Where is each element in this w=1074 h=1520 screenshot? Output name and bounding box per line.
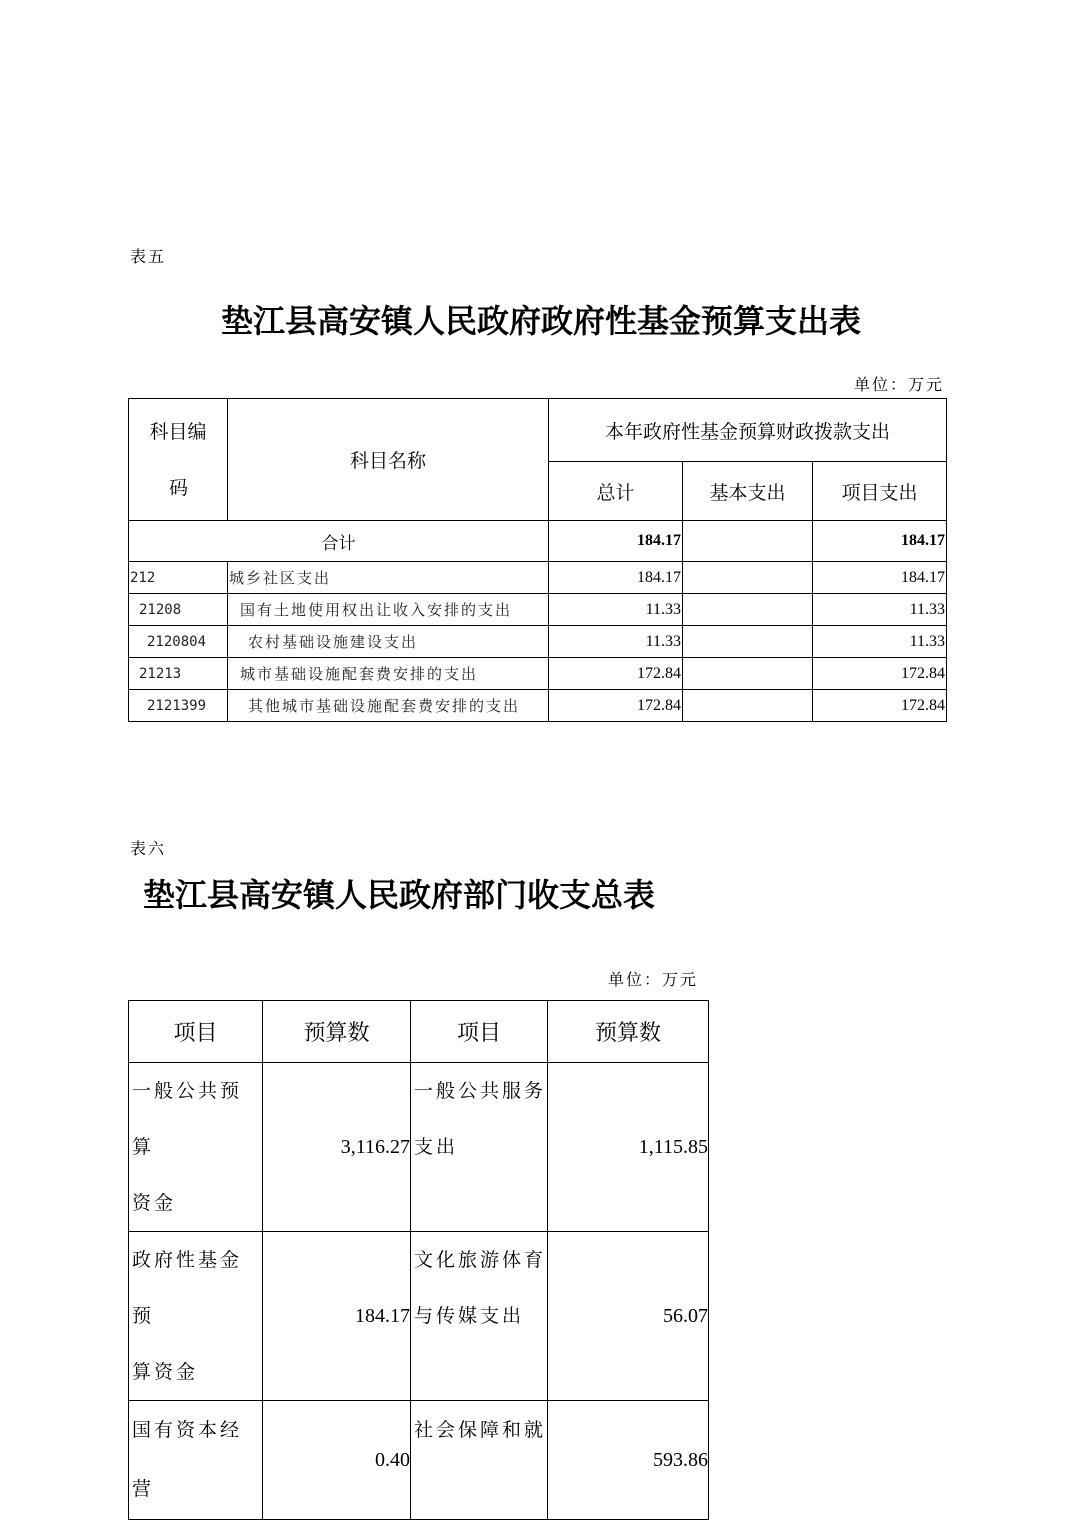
row-item1-line2: 资金 [132,1192,177,1214]
table6-label: 表六 [130,839,167,858]
row-code: 21208 [129,594,228,626]
header-budget2: 预算数 [548,1001,709,1063]
table-row [129,658,947,690]
table-row [129,690,947,722]
total-basic [683,521,813,562]
row-code: 2121399 [129,690,228,722]
row-total: 184.17 [549,562,683,594]
row-item2-line1: 一般公共服务 [414,1080,547,1102]
row-budget1: 0.40 [263,1401,411,1520]
header-budget1: 预算数 [263,1001,411,1063]
row-code: 212 [129,562,228,594]
row-name: 农村基础设施建设支出 [228,626,549,658]
table5 [128,398,947,722]
row-budget2: 1,115.85 [548,1063,709,1232]
row-item1-line1: 国有资本经营 [132,1419,243,1500]
table5-title: 垫江县高安镇人民政府政府性基金预算支出表 [220,302,861,340]
table6-title: 垫江县高安镇人民政府部门收支总表 [143,876,656,914]
row-budget2: 593.86 [548,1401,709,1520]
table-row [129,594,947,626]
row-code: 2120804 [129,626,228,658]
table-row [129,562,947,594]
row-project: 172.84 [813,658,947,690]
table5-unit: 单位：万元 [853,375,944,394]
row-item1-line1: 一般公共预算 [132,1080,243,1158]
row-budget1: 3,116.27 [263,1063,411,1232]
table-row [129,1401,709,1520]
header-total: 总计 [549,462,683,521]
row-project: 184.17 [813,562,947,594]
row-item2 [411,1232,548,1401]
row-name: 其他城市基础设施配套费安排的支出 [228,690,549,722]
row-project: 172.84 [813,690,947,722]
total-row [129,521,947,562]
header-basic: 基本支出 [683,462,813,521]
row-budget1: 184.17 [263,1232,411,1401]
row-total: 11.33 [549,626,683,658]
header-code-line2: 码 [169,476,189,499]
row-project: 11.33 [813,594,947,626]
header-code-line1: 科目编 [149,420,207,443]
row-total: 172.84 [549,690,683,722]
header-project: 项目支出 [813,462,947,521]
row-total: 11.33 [549,594,683,626]
row-basic [683,562,813,594]
row-code: 21213 [129,658,228,690]
total-label: 合计 [129,521,549,562]
row-name: 国有土地使用权出让收入安排的支出 [228,594,549,626]
row-name: 城乡社区支出 [228,562,549,594]
row-item2-line2: 与传媒支出 [414,1305,525,1327]
table6 [128,1000,709,1520]
total-project: 184.17 [813,521,947,562]
header-name: 科目名称 [228,399,549,521]
table5-label: 表五 [130,247,167,266]
row-item1 [129,1401,263,1520]
row-name: 城市基础设施配套费安排的支出 [228,658,549,690]
row-item2 [411,1401,548,1520]
header-item1: 项目 [129,1001,263,1063]
row-item2-line2: 支出 [414,1136,459,1158]
header-code [129,399,228,521]
row-item2-line1: 社会保障和就 [414,1419,547,1441]
row-basic [683,690,813,722]
row-basic [683,594,813,626]
row-item1 [129,1232,263,1401]
row-project: 11.33 [813,626,947,658]
header-group: 本年政府性基金预算财政拨款支出 [549,399,947,462]
row-item1-line1: 政府性基金预 [132,1249,243,1327]
row-item2 [411,1063,548,1232]
row-item1 [129,1063,263,1232]
row-item1-line2: 算资金 [132,1361,199,1383]
table-row [129,1063,709,1232]
table6-unit: 单位：万元 [608,970,699,989]
header-item2: 项目 [411,1001,548,1063]
row-basic [683,658,813,690]
row-basic [683,626,813,658]
total-total: 184.17 [549,521,683,562]
row-item2-line1: 文化旅游体育 [414,1249,547,1271]
table-row [129,626,947,658]
row-total: 172.84 [549,658,683,690]
row-budget2: 56.07 [548,1232,709,1401]
table-row [129,1232,709,1401]
